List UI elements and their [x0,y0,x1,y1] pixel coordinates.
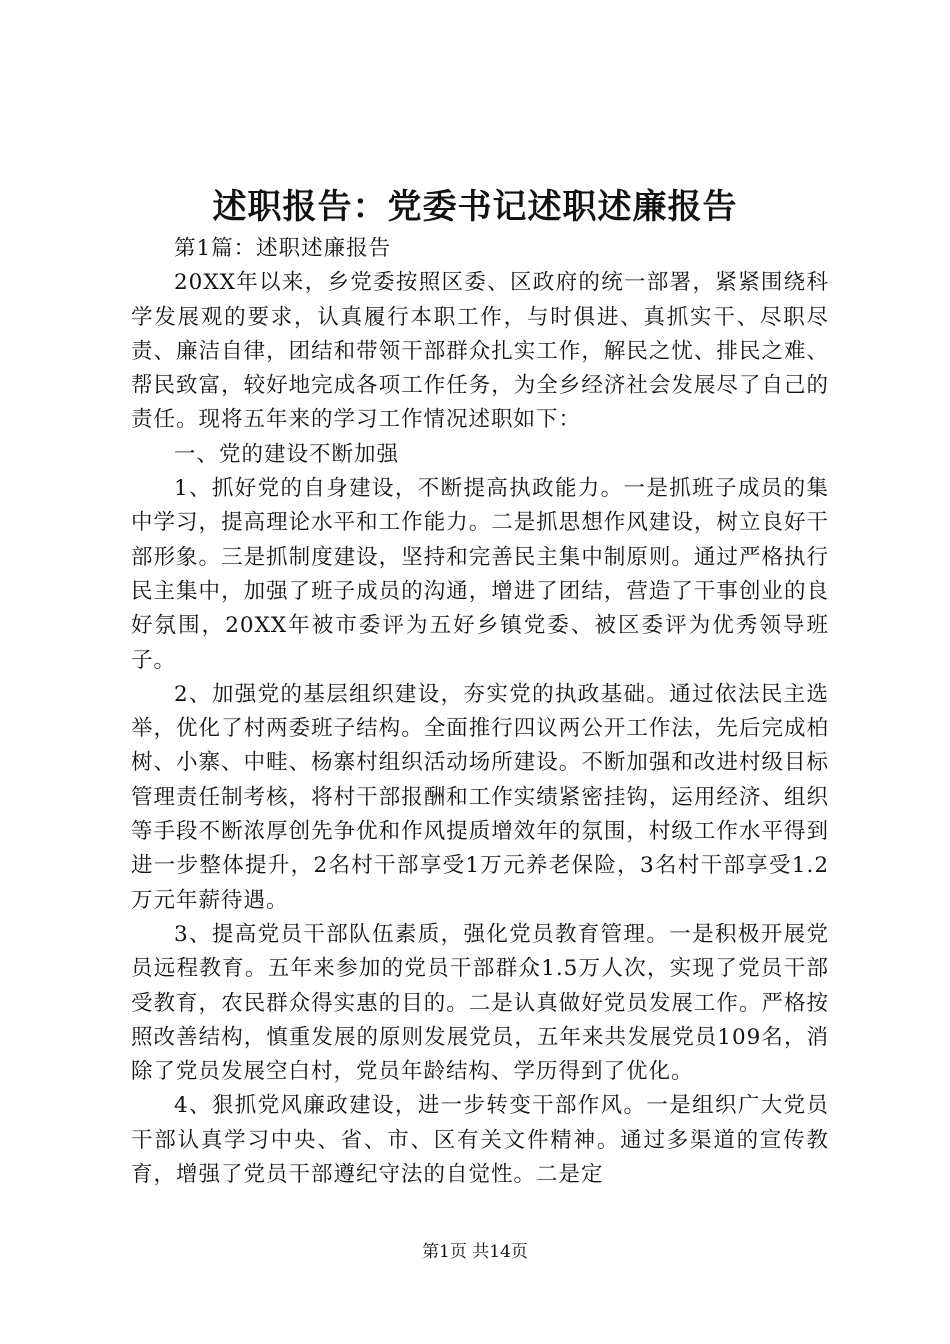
document-title: 述职报告：党委书记述职述廉报告 [212,187,738,227]
subsection-heading: 一、党的建设不断加强 [174,441,400,467]
paragraph-intro: 20XX年以来，乡党委按照区委、区政府的统一部署，紧紧围绕科学发展观的要求，认真履行本职工作，与时俱进、真抓实干、尽职尽责、廉洁自律，团结和带领干部群众扎实工作，解民之忧、排民之难、帮民致富，较好地完成各项工作任务，为全乡经济社会发展尽了自己的责任。现将五年来的学习工作情况述职如下： [131,270,829,433]
document-body [131,232,829,1192]
paragraph-item-4: 4、狠抓党风廉政建设，进一步转变干部作风。一是组织广大党员干部认真学习中央、省、市、区有关文件精神。通过多渠道的宣传教育，增强了党员干部遵纪守法的自觉性。二是定 [131,1093,829,1188]
page-footer: 第1页 共14页 [422,1242,528,1262]
paragraph-item-2: 2、加强党的基层组织建设，夯实党的执政基础。通过依法民主选举，优化了村两委班子结构。全面推行四议两公开工作法，先后完成柏树、小寨、中畦、杨寨村组织活动场所建设。不断加强和改进村级目标管理责任制考核，将村干部报酬和工作实绩紧密挂钩，运用经济、组织等手段不断浓厚创先争优和作风提质增效年的氛围，村级工作水平得到进一步整体提升，2名村干部享受1万元养老保险，3名村干部享受1.2万元年薪待遇。 [131,681,829,913]
section-heading: 第1篇：述职述廉报告 [174,236,392,261]
paragraph-item-1: 1、抓好党的自身建设，不断提高执政能力。一是抓班子成员的集中学习，提高理论水平和工作能力。二是抓思想作风建设，树立良好干部形象。三是抓制度建设，坚持和完善民主集中制原则。通过严格执行民主集中，加强了班子成员的沟通，增进了团结，营造了干事创业的良好氛围，20XX年被市委评为五好乡镇党委、被区委评为优秀领导班子。 [131,476,829,673]
paragraph-item-3: 3、提高党员干部队伍素质，强化党员教育管理。一是积极开展党员远程教育。五年来参加的党员干部群众1.5万人次，实现了党员干部受教育，农民群众得实惠的目的。二是认真做好党员发展工作。严格按照改善结构，慎重发展的原则发展党员，五年来共发展党员109名，消除了党员发展空白村，党员年龄结构、学历得到了优化。 [131,921,829,1085]
